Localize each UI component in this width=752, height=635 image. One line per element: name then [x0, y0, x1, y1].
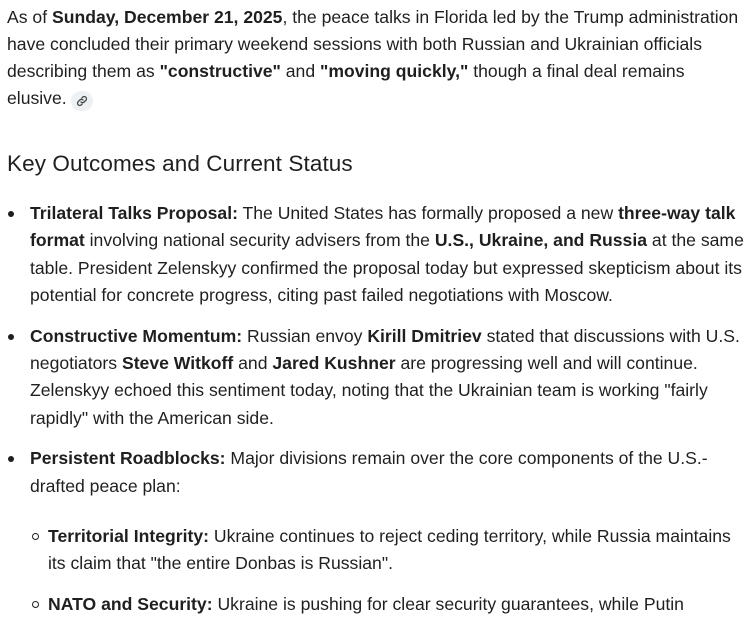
item-text: are progressing well and will continue. Zelenskyy echoed this sentiment today, noting that the Ukrainian team is working "fairly rapidly" with the American side. — [30, 353, 708, 428]
item-text: involving national security advisers from the — [84, 230, 435, 251]
item-text: Major divisions remain over the core components of the U.S.-drafted peace plan: — [30, 448, 708, 496]
item-label: Persistent Roadblocks: — [30, 448, 226, 469]
intro-text: , the peace talks in Florida led by the Trump administration have concluded their primary weekend sessions with both Russian and Ukrainian officials describing them as — [7, 7, 739, 81]
list-item-constructive-momentum — [7, 323, 747, 433]
source-link-button[interactable] — [71, 91, 93, 111]
item-text: The United States has formally proposed a new — [237, 203, 619, 223]
outcomes-list — [7, 200, 747, 618]
intro-quote: "moving quickly," — [320, 61, 469, 81]
intro-quote: "constructive" — [159, 61, 281, 81]
intro-text: though a final deal remains elusive. — [7, 61, 685, 108]
sub-item-territorial-integrity — [7, 523, 747, 578]
intro-text: As of — [7, 7, 52, 27]
answer-content — [7, 4, 747, 631]
item-emphasis: Jared Kushner — [272, 353, 396, 374]
item-text: Russian envoy — [242, 325, 368, 346]
sub-item-text: Ukraine is pushing for clear security guarantees, while Putin — [212, 593, 684, 614]
list-item-persistent-roadblocks — [7, 445, 747, 618]
sub-item-text: Ukraine continues to reject ceding territory, while Russia maintains its claim that "the entire Donbas is Russian". — [48, 526, 731, 574]
item-emphasis: U.S., Ukraine, and Russia — [434, 230, 648, 251]
item-text: and — [233, 353, 273, 374]
item-text: stated that discussions with U.S. negotiators — [30, 325, 740, 374]
sub-item-label: Territorial Integrity: — [48, 526, 209, 547]
sub-item-label: NATO and Security: — [48, 593, 213, 614]
section-heading: Key Outcomes and Current Status — [7, 151, 353, 176]
item-emphasis: Steve Witkoff — [121, 353, 234, 374]
item-label: Constructive Momentum: — [30, 325, 243, 346]
intro-paragraph — [7, 4, 747, 112]
item-text: at the same table. President Zelenskyy confirmed the proposal today but expressed skepticism about its potential for concrete progress, citing past failed negotiations with Moscow. — [30, 230, 744, 306]
item-emphasis: three-way talk format — [30, 203, 736, 251]
sub-item-nato-security — [7, 591, 747, 618]
roadblocks-sublist — [7, 523, 747, 618]
item-label: Trilateral Talks Proposal: — [30, 203, 238, 223]
intro-text: and — [280, 61, 321, 81]
link-icon — [76, 95, 88, 107]
item-emphasis: Kirill Dmitriev — [367, 325, 482, 346]
intro-date: Sunday, December 21, 2025 — [51, 7, 283, 27]
list-item-trilateral-talks — [7, 200, 747, 310]
